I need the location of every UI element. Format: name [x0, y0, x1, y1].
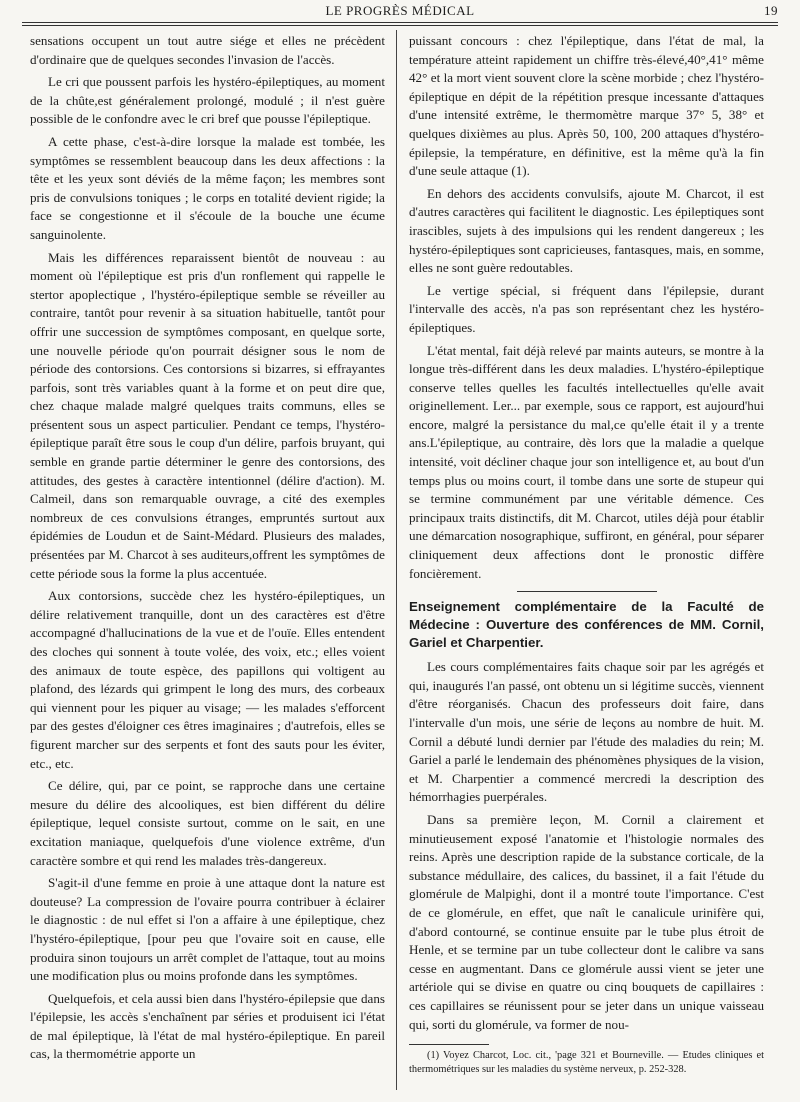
running-header [22, 3, 778, 21]
paragraph: Dans sa première leçon, M. Cornil a clairement et minutieusement exposé l'anatomie et l'histologie normales des reins. Après une description rapide de la substance corticale, de la substance médullaire, des calices, du bassinet, il a fait l'étude du glomérule de Malpighi, dont il a montré toute l'importance. C'est de ce glomérule, en effet, que naît le canalicule urinifère qui, d'abord contourné, se continue ensuite par le tube plus étroit de Henle, et se termine par un tube collecteur dont le calibre va sans cesse en augmentant. Dans ce glomérule aussi vient se jeter une artériole qui se divise en quatre ou cinq bouquets de capillaires : ces capillaires se réunissent pour se jeter dans un unique vaisseau qui, sorti du glomérule, va former de nou- [409, 811, 764, 1032]
header-rule-double [22, 25, 778, 26]
right-column [409, 32, 764, 1081]
footnote: (1) Voyez Charcot, Loc. cit., 'page 321 et Bourneville. — Etudes cliniques et thermométriques sur les maladies du système nerveux, p. 252-328. [409, 1050, 764, 1076]
paragraph: puissant concours : chez l'épileptique, dans l'état de mal, la température atteint rapidement un chiffre très-élevé,40°,41° même 42° et la mort vient souvent clore la scène morbide ; chez l'hystéro-épileptique en dépit de la répétition presque incessante d'attaques d'une intensité extrême, le thermomètre marque 37° 5, 38° et quelques dixièmes au plus. Après 50, 100, 200 attaques d'hystéro-épilepsie, la température, en définitive, est la même qu'à la fin d'une seule attaque (1). [409, 33, 764, 179]
footnote-rule [409, 1044, 489, 1045]
page-number: 19 [764, 3, 778, 18]
paragraph: Les cours complémentaires faits chaque soir par les agrégés et qui, inaugurés l'an passé, ont obtenu un si légitime succès, viennent d'être réorganisés. Chacun des professeurs doit faire, dans l'intervalle d'un mois, une série de leçons au nombre de huit. M. Cornil a débuté lundi dernier par l'étude des maladies du rein; M. Gariel a parlé le lendemain des phénomènes physiques de la vision, et M. Charpentier a commencé mercredi la description des hémorrhagies puerpérales. [409, 659, 764, 805]
paragraph: Le vertige spécial, si fréquent dans l'épilepsie, durant l'intervalle des accès, n'a pas son représentant chez les hystéro-épileptiques. [409, 282, 764, 335]
paragraph: En dehors des accidents convulsifs, ajoute M. Charcot, il est d'autres caractères qui facilitent le diagnostic. Les épileptiques sont irascibles, sujets à des impulsions qui les rendent dangereux ; les hystéro-épileptiques sont capricieuses, fantasques, mais, en somme, elles ne sont guère redoutables. [409, 185, 764, 276]
journal-title: LE PROGRÈS MÉDICAL [325, 3, 475, 18]
paragraph: S'agit-il d'une femme en proie à une attaque dont la nature est douteuse? La compression de l'ovaire pourra contribuer à éclairer le diagnostic : de nul effet si l'on a affaire à une épileptique, chez l'hystéro-épileptique, [pour peu que l'ovaire soit en cause, elle produira sinon toujours un arrêt complet de l'attaque, tout au moins une modification plus ou moins profonde dans les symptômes. [30, 875, 385, 984]
column-divider [396, 30, 397, 1090]
paragraph: Aux contorsions, succède chez les hystéro-épileptiques, un délire relativement tranquille, dont un des caractères est d'être accompagné d'hallucinations de la vue et de l'ouïe. Elles entendent des cloches qui sonnent à toute volée, des voix, etc.; elles voient des animaux de toute espèce, des papillons qui voltigent au plafond, des lézards qui grimpent le long des murs, des corbeaux qui viennent pour les piquer au visage; — les malades s'efforcent par des gestes d'éloigner ces êtres imaginaires ; d'autrefois, elles se figurent marcher sur des serpents et font des sauts pour les éviter, etc., etc. [30, 588, 385, 771]
paragraph: Mais les différences reparaissent bientôt de nouveau : au moment où l'épileptique est pris d'un ronflement qui rappelle le stertor apoplectique , l'hystéro-épileptique semble se réveiller au contraire, tantôt pour revenir à sa situation habituelle, tantôt pour offrir une succession de symptômes composant, en quelque sorte, une nouvelle période qu'on pourrait désigner sous le nom de période des contorsions. Ces contorsions si bizarres, si effrayantes parfois, sont très variables quant à la forme et on peut dire que, chez chaque malade malgré quelques traits communs, elles se présentent sous un aspect particulier. Pendant ce temps, l'hystéro-épileptique paraît être sous le coup d'un délire, parfois bruyant, qui semble en grande partie déterminer le genre des contorsions, des attitudes, des gestes à caractère intentionnel (délire d'action). M. Calmeil, dans son remarquable ouvrage, a cité des exemples nombreux de ces convulsions étranges, empruntés surtout aux épidémies de Loudun et de Saint-Médard. Plusieurs des malades, présentées par M. Charcot à ses auditeurs,offrent les symptômes de cette période sous la forme la plus accentuée. [30, 249, 385, 581]
paragraph: Ce délire, qui, par ce point, se rapproche dans une certaine mesure du délire des alcooliques, est bien différent du délire épileptique, lequel consiste surtout, comme on le sait, en une excitation maniaque, quelquefois d'une violence extrême, d'un caractère sombre et qui rend les malades très-dangereux. [30, 778, 385, 868]
paragraph: A cette phase, c'est-à-dire lorsque la malade est tombée, les symptômes se ressemblent beaucoup dans les deux affections : la tête et les yeux sont déviés de la même façon; les membres sont pris de convulsions toniques ; le corps en totalité devient rigide; la face se congestionne et il s'écoule de la bouche une écume sanguinolente. [30, 133, 385, 242]
paragraph: sensations occupent un tout autre siége et elles ne précèdent d'ordinaire que de quelques secondes l'invasion de l'accès. [30, 33, 385, 67]
section-heading: Enseignement complémentaire de la Faculté de Médecine : Ouverture des conférences de MM. Cornil, Gariel et Charpentier. [409, 599, 764, 651]
left-column [30, 32, 385, 1068]
paragraph: Quelquefois, et cela aussi bien dans l'hystéro-épilepsie que dans l'épilepsie, les accès s'enchaînent par séries et produisent ici l'état de mal épileptique, là l'état de mal hystéro-épileptique. En pareil cas, la thermométrie apporte un [30, 990, 385, 1062]
section-separator [517, 591, 657, 592]
header-rule [22, 22, 778, 23]
paragraph: Le cri que poussent parfois les hystéro-épileptiques, au moment de la chûte,est généralement prolongé, modulé ; il n'est guère possible de le confondre avec le cri bref que pousse l'épileptique. [30, 74, 385, 127]
paragraph: L'état mental, fait déjà relevé par maints auteurs, se montre à la longue très-différent dans les deux maladies. L'hystéro-épileptique conserve telles quelles les facultés intellectuelles qu'elle avait originellement. Ler... par exemple, sous ce rapport, est aujourd'hui encore, malgré la persistance du mal,ce qu'elle était il y a trente ans.L'épileptique, au contraire, dès lors que la maladie a quelque intensité, voit décliner chaque jour son intelligence et, au bout d'un temps plus ou moins court, il tombe dans une sorte de stupeur qui se termine communément par une véritable démence. Ces principaux traits distinctifs, dit M. Charcot, utiles déjà pour établir une démarcation nosographique, suffiront, en général, pour séparer cliniquement deux affections dont le pronostic diffère foncièrement. [409, 342, 764, 581]
